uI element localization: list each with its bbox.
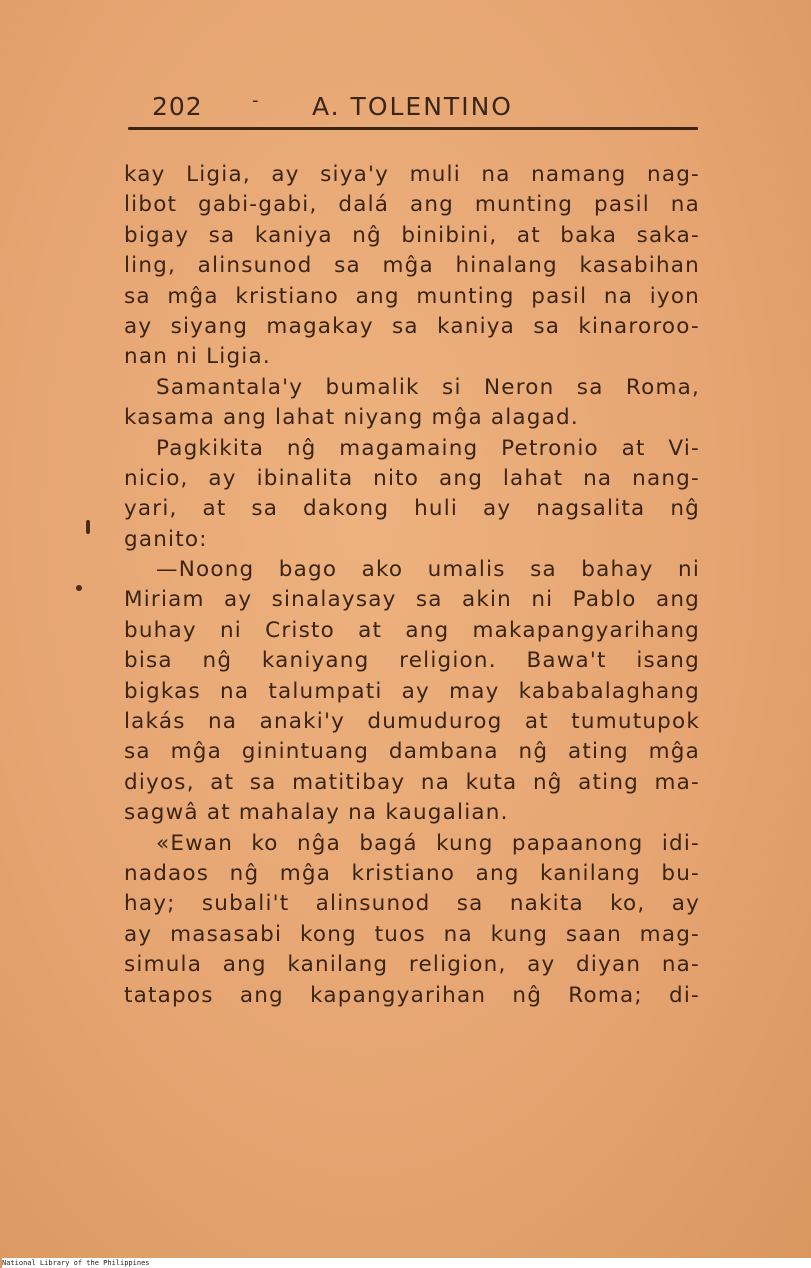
text-line: Samantala'y bumalik si Neron sa Roma, (156, 374, 700, 400)
text-line: diyos, at sa matitibay na kuta nĝ ating ma- (124, 769, 700, 795)
body-text (124, 160, 700, 1011)
text-line: tatapos ang kapangyarihan nĝ Roma; di- (124, 982, 700, 1008)
header-rule (128, 127, 698, 130)
source-footer: National Library of the Philippines (2, 1258, 811, 1268)
text-line: kay Ligia, ay siya'y muli na namang nag- (124, 162, 700, 187)
ink-mark (86, 520, 90, 534)
text-line: libot gabi-gabi, dalá ang munting pasil na (124, 192, 700, 218)
text-line: nadaos nĝ mĝa kristiano ang kanilang bu- (124, 860, 700, 886)
text-line: bigay sa kaniya nĝ binibini, at baka saka- (124, 222, 700, 248)
ink-dot (76, 585, 82, 591)
text-line: yari, at sa dakong huli ay nagsalita nĝ (124, 496, 700, 522)
text-line: sa mĝa kristiano ang munting pasil na iyon (124, 283, 700, 309)
text-line: sagwâ at mahalay na kaugalian. (124, 800, 509, 826)
page-number: 202 (152, 92, 203, 121)
text-line: bigkas na talumpati ay may kababalaghang (124, 678, 700, 704)
text-line: Miriam ay sinalaysay sa akin ni Pablo ang (124, 587, 700, 613)
text-line: sa mĝa ginintuang dambana nĝ ating mĝa (124, 739, 700, 765)
text-line: kasama ang lahat niyang mĝa alagad. (124, 405, 579, 431)
text-line: lakás na anaki'y dumudurog at tumutupok (124, 709, 700, 735)
text-line: ganito: (124, 526, 208, 552)
text-line: ling, alinsunod sa mĝa hinalang kasabihan (124, 253, 700, 279)
text-line: «Ewan ko nĝa bagá kung papaanong idi- (156, 830, 700, 856)
text-line: hay; subali't alinsunod sa nakita ko, ay (124, 891, 700, 917)
running-header (152, 92, 698, 128)
text-line: ay siyang magakay sa kaniya sa kinaroroo- (124, 313, 700, 339)
text-line: ay masasabi kong tuos na kung saan mag- (124, 921, 700, 947)
text-line: nicio, ay ibinalita nito ang lahat na nang- (124, 465, 700, 491)
text-line: Pagkikita nĝ magamaing Petronio at Vi- (156, 435, 700, 461)
text-line: simula ang kanilang religion, ay diyan na- (124, 952, 700, 978)
text-line: buhay ni Cristo at ang makapangyarihang (124, 617, 700, 643)
text-line: —Noong bago ako umalis sa bahay ni (156, 557, 700, 583)
header-separator: - (252, 90, 260, 111)
header-author: A. TOLENTINO (312, 92, 513, 121)
text-line: nan ni Ligia. (124, 344, 271, 370)
text-line: bisa nĝ kaniyang religion. Bawa't isang (124, 648, 700, 674)
